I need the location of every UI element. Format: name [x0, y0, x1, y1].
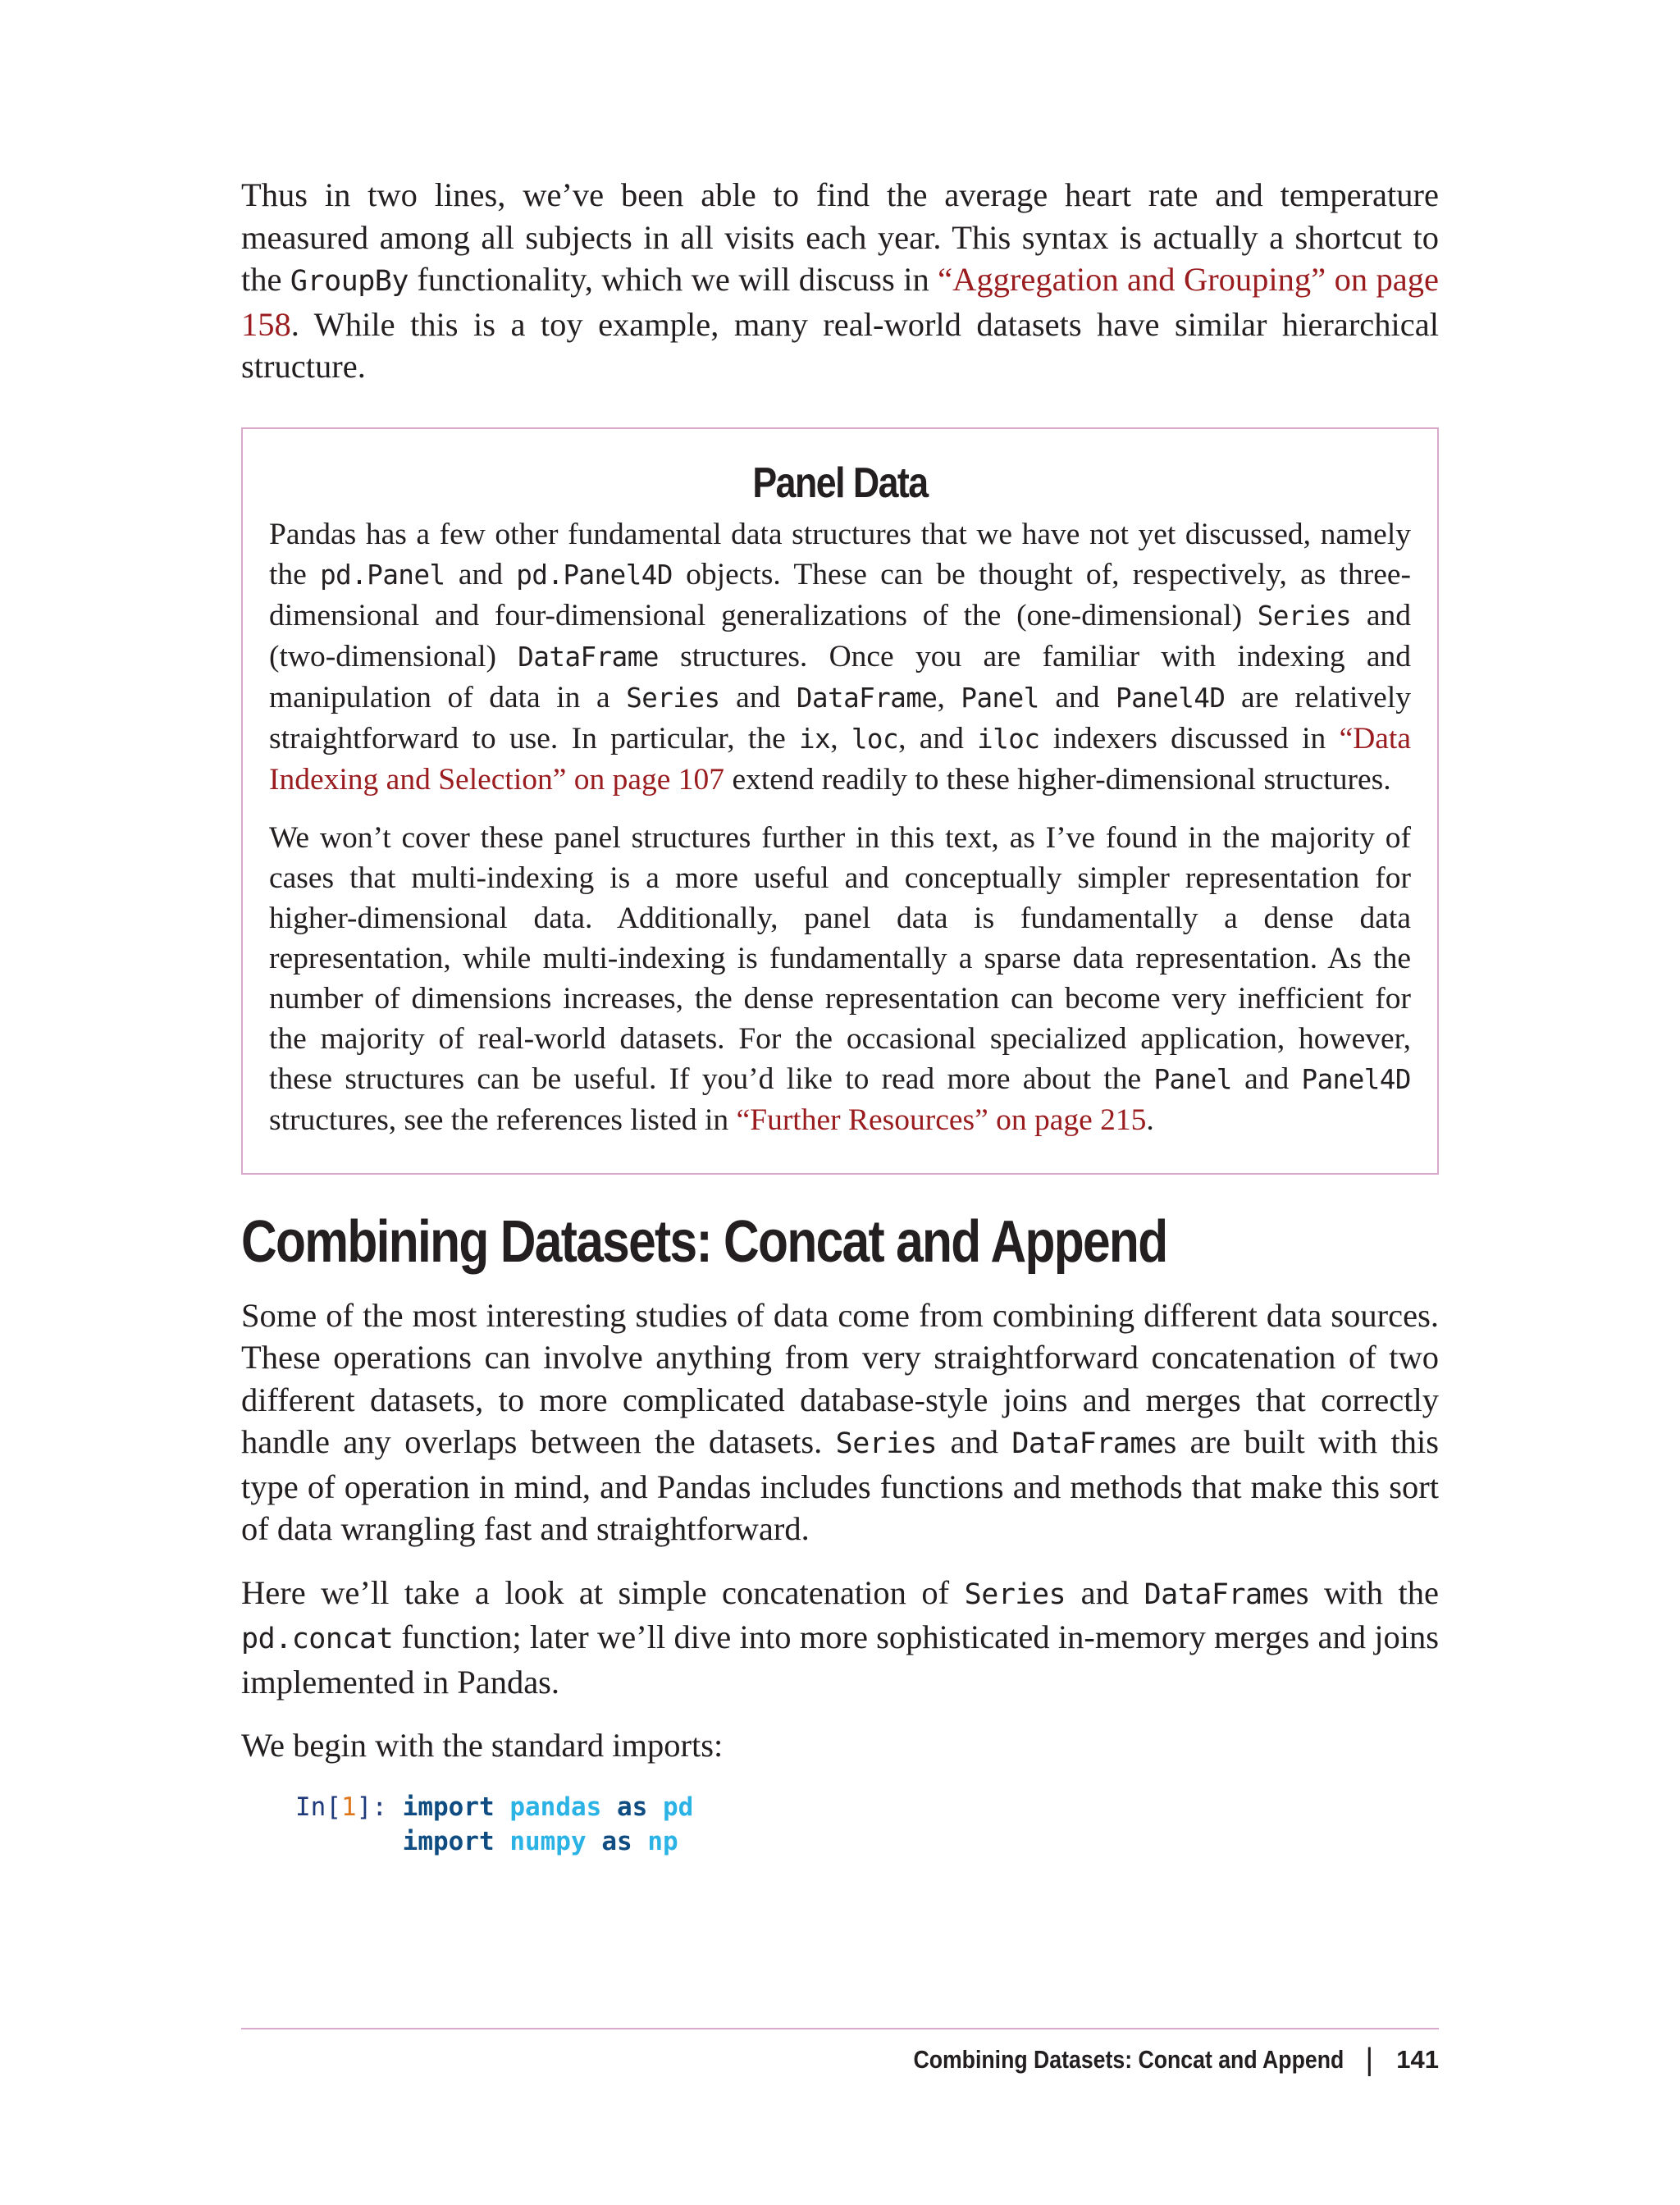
- body-paragraph-3: We begin with the standard imports:: [241, 1727, 724, 1764]
- footer-separator: |: [1365, 2043, 1374, 2077]
- section-heading: Combining Datasets: Concat and Append: [241, 1208, 1167, 1275]
- body-paragraph-1: Some of the most interesting studies of data come from combining different data sources. These operations can involve anything from very straightforward concatenation of two different datasets, to more complicated database-style joins and merges that correctly handle any overlaps between the datasets. Series and DataFrames are built with this type of operation in mind, and Pandas includes functions and methods that make this sort of data wrangling fast and straightforward.: [241, 1296, 1439, 1547]
- panel-data-sidebar: [241, 427, 1439, 1175]
- code-block: In[1]: import pandas as pd import numpy as np: [295, 1792, 694, 1856]
- sidebar-paragraph-2: We won’t cover these panel structures further in this text, as I’ve found in the majority of cases that multi-indexing is a more useful and conceptually simpler representation for higher-dimensional data. Additionally, panel data is fundamentally a dense data representation, while multi-indexing is fundamentally a sparse data representation. As the number of dimensions increases, the dense representation can become very inefficient for the majority of real-world datasets. For the occasional specialized application, however, these structures can be useful. If you’d like to read more about the Panel and Panel4D structures, see the references listed in “Further Resources” on page 215.: [269, 820, 1411, 1137]
- inline-code: GroupBy: [290, 265, 409, 298]
- cross-reference-link[interactable]: “Aggregation and Grouping” on page 158: [241, 261, 1439, 343]
- cross-reference-link[interactable]: “Data Indexing and Selection” on page 107: [269, 721, 1411, 797]
- footer-rule: [241, 2028, 1439, 2029]
- intro-paragraph: Thus in two lines, we’ve been able to find the average heart rate and temperature measured among all subjects in all visits each year. This syntax is actually a shortcut to the GroupBy functionality, which we will discuss in “Aggregation and Grouping” on page 158. While this is a toy example, many real-world datasets have similar hierarchical structure.: [241, 176, 1439, 385]
- page-number: 141: [1396, 2045, 1439, 2074]
- page-body: [241, 174, 1439, 1859]
- sidebar-paragraph-1: Pandas has a few other fundamental data structures that we have not yet discussed, namely the pd.Panel and pd.Panel4D objects. These can be thought of, respectively, as three-dimensional and four-dimensional generalizations of the (one-dimensional) Series and (two-dimensional) DataFrame structures. Once you are familiar with indexing and manipulation of data in a Series and DataFrame, Panel and Panel4D are relatively straightforward to use. In particular, the ix, loc, and iloc indexers discussed in “Data Indexing and Selection” on page 107 extend readily to these higher-dimensional structures.: [269, 517, 1411, 797]
- cross-reference-link[interactable]: “Further Resources” on page 215: [736, 1102, 1147, 1137]
- body-paragraph-2: Here we’ll take a look at simple concatenation of Series and DataFrames with the pd.concat function; later we’ll dive into more sophisticated in-memory merges and joins implemented in Pandas.: [241, 1573, 1439, 1701]
- page-footer: [843, 2041, 1439, 2079]
- sidebar-title: Panel Data: [752, 459, 928, 507]
- running-footer-title: Combining Datasets: Concat and Append: [913, 2045, 1344, 2074]
